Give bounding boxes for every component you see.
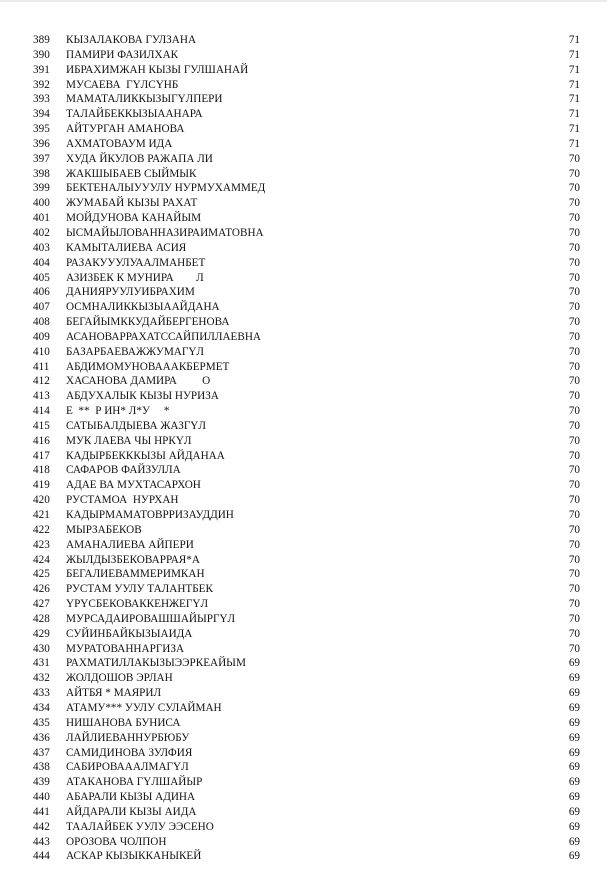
score-value: 70 [568, 568, 580, 581]
row-number: 425 [33, 568, 50, 581]
row-number: 421 [33, 509, 50, 521]
row-number: 389 [33, 34, 50, 46]
row-number: 427 [33, 598, 50, 611]
list-row [0, 835, 607, 850]
row-number: 423 [33, 538, 50, 551]
row-number: 437 [33, 746, 50, 759]
row-number: 397 [33, 152, 50, 165]
row-number: 441 [33, 805, 50, 818]
row-number: 422 [33, 523, 50, 536]
score-value: 70 [568, 405, 580, 418]
student-name: ҮРҮСБЕКОВАККЕНЖЕГҮЛ [66, 598, 209, 611]
student-name: САМИДИНОВА ЗУЛФИЯ [66, 746, 193, 759]
score-value: 71 [568, 78, 580, 91]
student-name: АБДУХАЛЫК КЫЗЫ НУРИЗА [66, 390, 219, 403]
list-row [0, 271, 607, 286]
student-name: БЕГАЙЫМККУДАЙБЕРГЕНОВА [66, 316, 230, 329]
row-number: 409 [33, 330, 50, 343]
list-row [0, 805, 607, 820]
score-value: 70 [568, 256, 580, 269]
list-row [0, 374, 607, 389]
score-value: 70 [568, 642, 580, 655]
list-row [0, 820, 607, 835]
list-row [0, 167, 607, 182]
score-value: 70 [568, 523, 580, 536]
score-value: 70 [568, 419, 580, 432]
score-value: 69 [568, 776, 580, 789]
list-row [0, 211, 607, 226]
student-name: Е ** Р ИН* Л*У * [66, 405, 170, 418]
student-name: БЕГАЛИЕВАММЕРИМКАН [66, 568, 205, 581]
score-value: 70 [568, 316, 580, 329]
row-number: 443 [33, 835, 50, 848]
student-name: НИШАНОВА БУНИСА [66, 716, 181, 729]
student-name: КЫЗАЛАКОВА ГУЛЗАНА [66, 34, 197, 46]
list-row [0, 849, 607, 864]
row-number: 413 [33, 390, 50, 403]
score-value: 70 [568, 449, 580, 462]
row-number: 435 [33, 716, 50, 729]
score-value: 70 [568, 152, 580, 165]
list-row [0, 731, 607, 746]
row-number: 391 [33, 63, 50, 76]
student-name: КАДЫРБЕКККЫЗЫ АЙДАНАА [66, 449, 225, 462]
score-value: 70 [568, 553, 580, 566]
list-row [0, 775, 607, 790]
list-row [0, 612, 607, 627]
list-row [0, 152, 607, 167]
row-number: 433 [33, 687, 50, 700]
top-divider [0, 0, 607, 2]
student-name: САТЫБАЛДЫЕВА ЖАЗГҮЛ [66, 419, 206, 432]
score-value: 70 [568, 212, 580, 225]
student-name: РУСТАМ УУЛУ ТАЛАНТБЕК [66, 583, 213, 596]
list-row [0, 330, 607, 345]
student-name: РУСТАМОА НУРХАН [66, 494, 179, 507]
list-row [0, 716, 607, 731]
list-row [0, 33, 607, 48]
student-name: ЖАКШЫБАЕВ СЫЙМЫК [66, 167, 197, 180]
student-name: ХУДА ЙКУЛОВ РАЖАПА ЛИ [66, 152, 213, 165]
score-value: 70 [568, 434, 580, 447]
list-row [0, 686, 607, 701]
row-number: 429 [33, 627, 50, 640]
list-row [0, 78, 607, 93]
list-row [0, 597, 607, 612]
row-number: 392 [33, 78, 50, 91]
row-number: 411 [33, 360, 50, 373]
row-number: 408 [33, 316, 50, 329]
list-row [0, 404, 607, 419]
score-value: 70 [568, 479, 580, 492]
row-number: 420 [33, 494, 50, 507]
score-value: 71 [568, 93, 580, 106]
row-number: 401 [33, 212, 50, 225]
student-name: АЗИЗБЕК К МУНИРА Л [66, 271, 204, 284]
score-value: 70 [568, 197, 580, 210]
student-name: АЙДАРАЛИ КЫЗЫ АИДА [66, 805, 197, 818]
row-number: 444 [33, 850, 50, 863]
list-row [0, 107, 607, 122]
student-name: АЙТУРГАН АМАНОВА [66, 123, 185, 136]
student-name: ТАЛАЙБЕККЫЗЫААНАРА [66, 108, 203, 121]
list-row [0, 389, 607, 404]
list-row [0, 671, 607, 686]
score-value: 70 [568, 360, 580, 373]
score-value: 71 [568, 48, 580, 61]
student-name: САБИРОВАААЛМАГҮЛ [66, 761, 189, 774]
score-value: 69 [568, 657, 580, 670]
score-value: 70 [568, 226, 580, 239]
list-row [0, 463, 607, 478]
list-row [0, 760, 607, 775]
score-value: 69 [568, 820, 580, 833]
score-value: 70 [568, 182, 580, 195]
student-name: ЖУМАБАЙ КЫЗЫ РАХАТ [66, 197, 198, 210]
student-name: ЖЫЛДЫЗБЕКОВАРРАЯ*А [66, 553, 200, 566]
row-number: 415 [33, 419, 50, 432]
student-name: КАДЫРМАМАТОВРРИЗАУДДИН [66, 509, 234, 521]
row-number: 396 [33, 137, 50, 150]
row-number: 424 [33, 553, 50, 566]
score-value: 70 [568, 464, 580, 477]
list-row [0, 300, 607, 315]
student-name: МУСАЕВА ГҮЛСҮНБ [66, 78, 179, 91]
list-row [0, 746, 607, 761]
list-row [0, 627, 607, 642]
row-number: 419 [33, 479, 50, 492]
student-name: АМАНАЛИЕВА АЙПЕРИ [66, 538, 194, 551]
student-name: АБДИМОМУНОВАААКБЕРМЕТ [66, 360, 230, 373]
list-row [0, 181, 607, 196]
student-name: ЫСМАЙЫЛОВАННАЗИРАИМАТОВНА [66, 226, 264, 239]
student-name: АСАНОВАРРАХАТССАЙПИЛЛАЕВНА [66, 330, 261, 343]
score-value: 69 [568, 850, 580, 863]
student-name: ОРОЗОВА ЧОЛПОН [66, 835, 167, 848]
student-name: БЕКТЕНАЛЫУУУЛУ НУРМУХАММЕД [66, 182, 266, 195]
row-number: 393 [33, 93, 50, 106]
score-value: 69 [568, 805, 580, 818]
row-number: 439 [33, 776, 50, 789]
score-value: 70 [568, 509, 580, 521]
list-row [0, 92, 607, 107]
student-name: МОЙДУНОВА КАНАЙЫМ [66, 212, 202, 225]
row-number: 434 [33, 701, 50, 714]
row-number: 430 [33, 642, 50, 655]
list-row [0, 523, 607, 538]
row-number: 390 [33, 48, 50, 61]
score-value: 71 [568, 63, 580, 76]
student-name: КАМЫТАЛИЕВА АСИЯ [66, 241, 187, 254]
score-value: 69 [568, 716, 580, 729]
score-value: 71 [568, 137, 580, 150]
score-value: 69 [568, 791, 580, 804]
list-row [0, 790, 607, 805]
row-number: 418 [33, 464, 50, 477]
list-row [0, 538, 607, 553]
score-value: 71 [568, 123, 580, 136]
row-number: 406 [33, 286, 50, 299]
score-value: 70 [568, 494, 580, 507]
score-value: 69 [568, 731, 580, 744]
student-name: МУРСАДАИРОВАШШАЙЫРГҮЛ [66, 612, 236, 625]
score-value: 70 [568, 330, 580, 343]
score-value: 69 [568, 761, 580, 774]
score-value: 69 [568, 746, 580, 759]
score-value: 70 [568, 271, 580, 284]
row-number: 414 [33, 405, 50, 418]
student-name: ПАМИРИ ФАЗИЛХАК [66, 48, 179, 61]
row-number: 404 [33, 256, 50, 269]
student-name: МЫРЗАБЕКОВ [66, 523, 142, 536]
student-name: БАЗАРБАЕВАЖЖУМАГҮЛ [66, 345, 204, 358]
score-value: 70 [568, 612, 580, 625]
score-value: 71 [568, 108, 580, 121]
student-name: РАХМАТИЛЛАКЫЗЫЭЭРКЕАЙЫМ [66, 657, 246, 670]
score-value: 70 [568, 538, 580, 551]
list-row [0, 315, 607, 330]
row-number: 431 [33, 657, 50, 670]
row-number: 417 [33, 449, 50, 462]
student-name: МАМАТАЛИККЫЗЫГҮЛПЕРИ [66, 93, 223, 106]
student-name: МУК ЛАЕВА ЧЫ НРКҮЛ [66, 434, 192, 447]
student-name: ОСМНАЛИККЫЗЫААЙДАНА [66, 301, 220, 314]
list-row [0, 48, 607, 63]
row-number: 398 [33, 167, 50, 180]
score-value: 70 [568, 241, 580, 254]
student-name: ДАНИЯРУУЛУИБРАХИМ [66, 286, 195, 299]
list-row [0, 226, 607, 241]
list-row [0, 122, 607, 137]
score-value: 70 [568, 286, 580, 299]
list-row [0, 582, 607, 597]
list-row [0, 241, 607, 256]
list-row [0, 419, 607, 434]
row-number: 416 [33, 434, 50, 447]
student-name: АХМАТОВАУМ ИДА [66, 137, 173, 150]
student-name: АТАКАНОВА ГҮЛШАЙЫР [66, 776, 203, 789]
row-number: 405 [33, 271, 50, 284]
list-row [0, 360, 607, 375]
list-row [0, 642, 607, 657]
student-name: ТААЛАЙБЕК УУЛУ ЭЭСЕНО [66, 820, 214, 833]
student-name: СУЙИНБАЙКЫЗЫАИДА [66, 627, 193, 640]
list-row [0, 137, 607, 152]
list-row [0, 256, 607, 271]
list-row [0, 701, 607, 716]
list-row [0, 656, 607, 671]
student-name: АЙТБЯ * МАЯРИЛ [66, 687, 162, 700]
list-row [0, 567, 607, 582]
row-number: 436 [33, 731, 50, 744]
score-value: 70 [568, 167, 580, 180]
row-number: 400 [33, 197, 50, 210]
list-row [0, 553, 607, 568]
row-number: 403 [33, 241, 50, 254]
score-value: 69 [568, 701, 580, 714]
row-number: 438 [33, 761, 50, 774]
student-name: АДАЕ ВА МУХТАСАРХОН [66, 479, 201, 492]
score-value: 70 [568, 583, 580, 596]
row-number: 412 [33, 375, 50, 388]
list-row [0, 434, 607, 449]
ranking-list [0, 33, 607, 864]
row-number: 402 [33, 226, 50, 239]
score-value: 70 [568, 301, 580, 314]
student-name: АСКАР КЫЗЫККАНЫКЕЙ [66, 850, 202, 863]
row-number: 394 [33, 108, 50, 121]
student-name: САФАРОВ ФАЙЗУЛЛА [66, 464, 181, 477]
list-row [0, 345, 607, 360]
score-value: 69 [568, 835, 580, 848]
list-row [0, 478, 607, 493]
list-row [0, 508, 607, 523]
student-name: МУРАТОВАННАРГИЗА [66, 642, 185, 655]
student-name: ЛАЙЛИЕВАННУРБЮБУ [66, 731, 190, 744]
student-name: ХАСАНОВА ДАМИРА О [66, 375, 211, 388]
student-name: АБАРАЛИ КЫЗЫ АДИНА [66, 791, 196, 804]
list-row [0, 449, 607, 464]
row-number: 442 [33, 820, 50, 833]
score-value: 70 [568, 390, 580, 403]
row-number: 410 [33, 345, 50, 358]
score-value: 69 [568, 687, 580, 700]
list-row [0, 285, 607, 300]
row-number: 428 [33, 612, 50, 625]
row-number: 407 [33, 301, 50, 314]
score-value: 70 [568, 375, 580, 388]
score-value: 69 [568, 672, 580, 685]
score-value: 70 [568, 345, 580, 358]
score-value: 70 [568, 598, 580, 611]
row-number: 432 [33, 672, 50, 685]
row-number: 440 [33, 791, 50, 804]
list-row [0, 196, 607, 211]
student-name: АТАМУ*** УУЛУ СУЛАЙМАН [66, 701, 222, 714]
list-row [0, 493, 607, 508]
score-value: 71 [568, 34, 580, 46]
row-number: 426 [33, 583, 50, 596]
student-name: РАЗАКУУУЛУААЛМАНБЕТ [66, 256, 206, 269]
list-row [0, 63, 607, 78]
student-name: ИБРАХИМЖАН КЫЗЫ ГУЛШАНАЙ [66, 63, 249, 76]
score-value: 70 [568, 627, 580, 640]
row-number: 395 [33, 123, 50, 136]
row-number: 399 [33, 182, 50, 195]
student-name: ЖОЛДОШОВ ЭРЛАН [66, 672, 173, 685]
